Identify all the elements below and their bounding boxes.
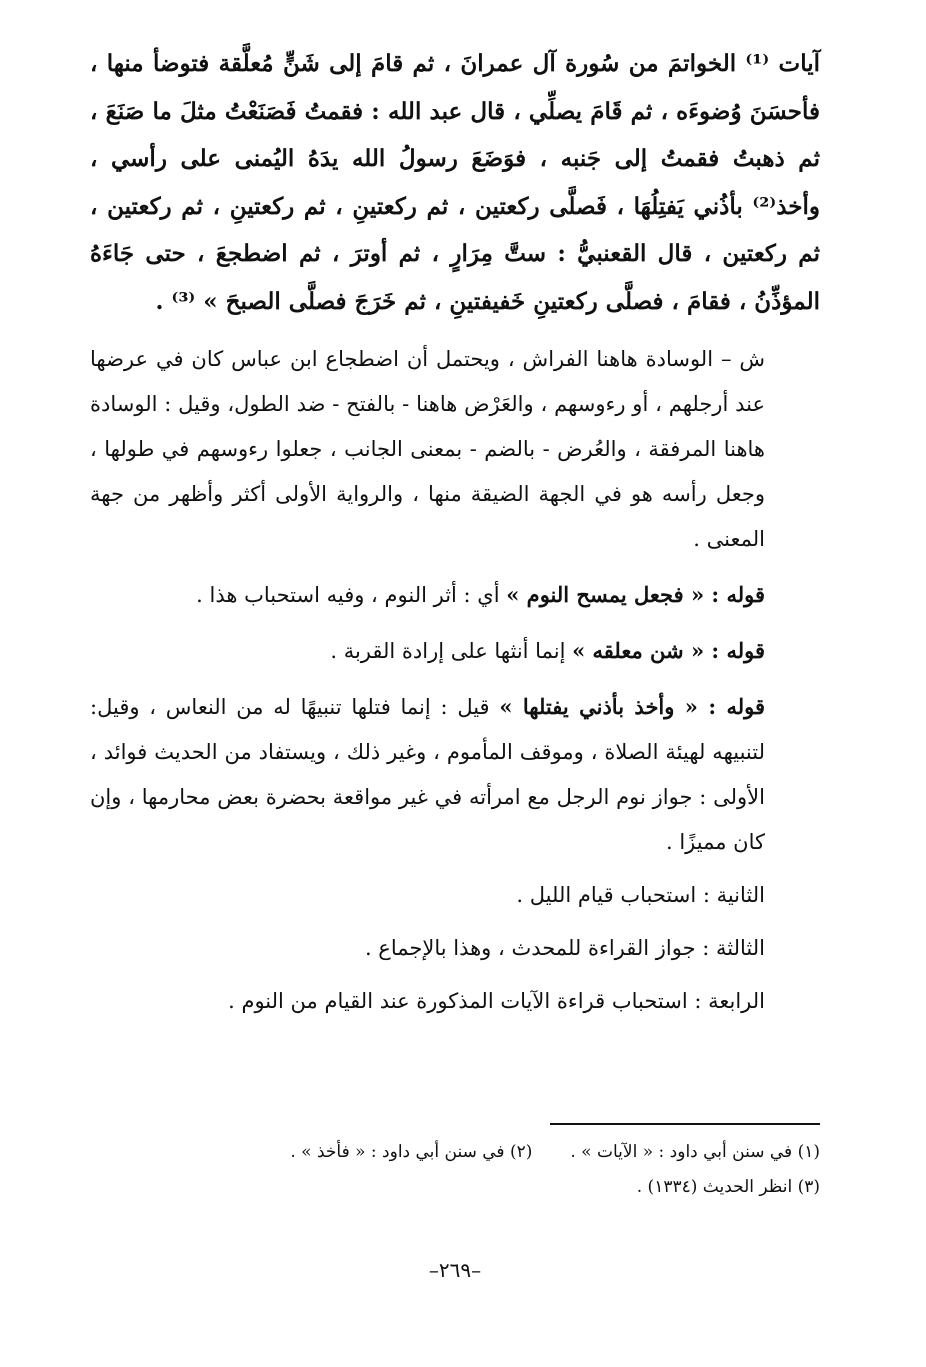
qawl-3-lead: قوله : « وأخذ بأذني يفتلها » [499, 694, 765, 719]
hadith-text: آيات ⁽¹⁾ الخواتمَ من سُورة آل عمرانَ ، ثم قامَ إلى شَنٍّ مُعلَّقة فتوضأ منها ، فأحسَنَ وُضوءَه ، ثم قَامَ يصلِّي ، قال عبد الله : فقمتُ فَصَنَعْتُ مثلَ ما صَنَعَ ، ثم ذهبتُ فقمتُ إلى جَنبه ، فوَضَعَ رسولُ الله يدَهُ اليُمنى على رأسي ، وأخذ⁽²⁾ بأذُني يَفتِلُهَا ، فَصلَّى ركعتين ، ثم ركعتينِ ، ثم ركعتينِ ، ثم ركعتين ، ثم ركعتين ، قال القعنبيُّ : ستَّ مِرَارٍ ، ثم أوترَ ، ثم اضطجعَ ، حتى جَاءَهُ المؤذِّنُ ، فقامَ ، فصلَّى ركعتينِ خَفيفتينِ ، ثم خَرَجَ فصلَّى الصبحَ » ⁽³⁾ . [90, 50, 821, 315]
qawl-1-text: أي : أثر النوم ، وفيه استحباب هذا . [196, 583, 507, 607]
book-page [90, 40, 820, 1330]
footnote-row [90, 1135, 820, 1170]
qawl-3-text: قيل : إنما فتلها تنبيهًا له من النعاس ، وقيل: لتنبيهه لهيئة الصلاة ، وموقف المأموم ، وغير ذلك ، ويستفاد من الحديث فوائد ، الأولى : جواز نوم الرجل مع امرأته في غير مواقعة بحضرة بعض محارمها ، وإن كان مميزًا . [90, 695, 765, 854]
benefit-item: الثانية : استحباب قيام الليل . [516, 883, 765, 907]
footnote-divider [550, 1123, 820, 1125]
footnotes [90, 1135, 820, 1205]
qawl-1-lead: قوله : « فجعل يمسح النوم » [506, 582, 765, 607]
qawl-2-text: إنما أنثها على إرادة القربة . [330, 639, 573, 663]
commentary-qawl-2 [90, 628, 820, 674]
footnote-1: (١) في سنن أبي داود : « الآيات » . [570, 1142, 820, 1162]
footnote-2: (٢) في سنن أبي داود : « فأخذ » . [290, 1142, 533, 1162]
commentary-paragraph: ش – الوسادة هاهنا الفراش ، ويحتمل أن اضطجاع ابن عباس كان في عرضها عند أرجلهم ، أو رءوسهم ، والعَرْض هاهنا - بالفتح - ضد الطول، وقيل : الوسادة هاهنا المرفقة ، والعُرض - بالضم - بمعنى الجانب ، جعلوا رءوسهم في طولها ، وجعل رأسه هو في الجهة الضيقة منها ، والرواية الأولى أكثر وأظهر من جهة المعنى . [90, 347, 765, 551]
commentary-qawl-3 [90, 684, 820, 865]
footnote-3: (٣) انظر الحديث (١٣٣٤) . [636, 1177, 820, 1197]
benefit-item: الرابعة : استحباب قراءة الآيات المذكورة عند القيام من النوم . [228, 989, 765, 1013]
page-number: –٢٦٩– [428, 1258, 482, 1282]
benefit-item: الثالثة : جواز القراءة للمحدث ، وهذا بالإجماع . [364, 936, 765, 960]
qawl-2-lead: قوله : « شن معلقه » [572, 638, 765, 663]
commentary-qawl-1 [90, 572, 820, 618]
